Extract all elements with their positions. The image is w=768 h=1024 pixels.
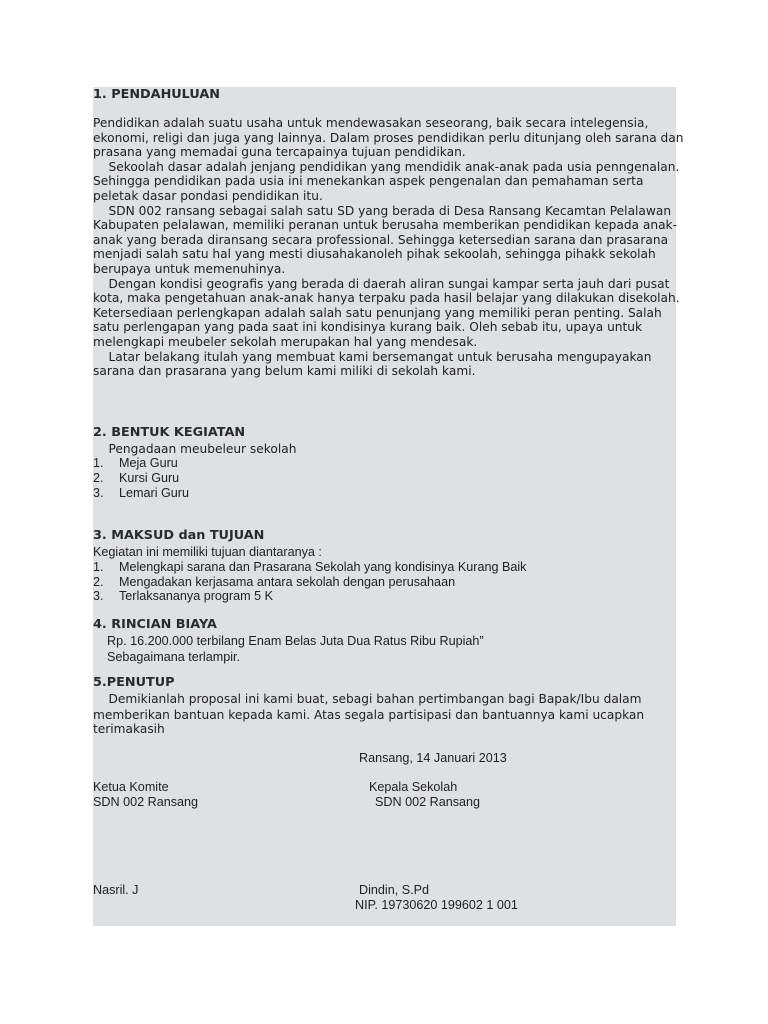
body-line: prasana yang memadai guna tercapainya tujuan pendidikan.: [93, 145, 466, 160]
body-line: ekonomi, religi dan juga yang lainnya. Dalam proses pendidikan perlu ditunjang oleh sarana dan: [93, 130, 684, 145]
section-heading-maksud-tujuan: 3. MAKSUD dan TUJUAN: [93, 528, 265, 543]
body-line: menjadi salah satu hal yang mesti diusahakanoleh pihak sekoolah, sehingga pihakk sekolah: [93, 247, 656, 262]
body-line: Ketersediaan perlengkapan adalah salah satu penunjang yang memiliki peran penting. Salah: [93, 305, 662, 320]
body-line: Pendidikan adalah suatu usaha untuk mendewasakan seseorang, baik secara intelegensia,: [93, 116, 649, 130]
budget-note: Sebagaimana terlampir.: [93, 650, 241, 664]
section-heading-pendahuluan: 1. PENDAHULUAN: [93, 87, 220, 102]
body-line: Demikianlah proposal ini kami buat, sebagi bahan pertimbangan bagi Bapak/Ibu dalam: [93, 692, 642, 706]
section-body-pendahuluan: [93, 116, 684, 379]
list-item-number: 3.: [93, 589, 104, 603]
list-item-number: 1.: [93, 456, 104, 470]
body-line: anak yang berada diransang secara professional. Sehingga ketersedian sarana dan prasarana: [93, 232, 669, 247]
left-signatory-name: Nasril. J: [93, 883, 139, 897]
body-line: Dengan kondisi geografis yang berada di daerah aliran sungai kampar serta jauh dari pusat: [93, 276, 670, 291]
body-line: kota, maka pengetahuan anak-anak hanya terpaku pada hasil belajar yang dilakukan disekolah.: [93, 291, 680, 306]
list-item: Lemari Guru: [119, 486, 189, 500]
body-line: terimakasih: [93, 722, 165, 736]
body-line: berupaya untuk memenuhinya.: [93, 261, 286, 276]
list-item-number: 1.: [93, 560, 104, 574]
body-line: Sekoolah dasar adalah jenjang pendidikan yang mendidik anak-anak pada usia penngenalan.: [93, 159, 680, 174]
left-signatory-title: Ketua Komite: [93, 780, 169, 794]
section-heading-penutup: 5.PENUTUP: [93, 675, 175, 690]
section-heading-bentuk-kegiatan: 2. BENTUK KEGIATAN: [93, 425, 246, 440]
list-item-number: 3.: [93, 486, 104, 500]
list-item-number: 2.: [93, 575, 104, 589]
right-signatory-nip: NIP. 19730620 199602 1 001: [355, 898, 518, 912]
budget-amount: Rp. 16.200.000 terbilang Enam Belas Juta Dua Ratus Ribu Rupiah”: [93, 634, 484, 648]
body-line: peletak dasar pondasi pendidikan itu.: [93, 188, 323, 203]
list-item: Kursi Guru: [119, 471, 180, 485]
right-signatory-org: SDN 002 Ransang: [375, 795, 481, 809]
right-signatory-title: Kepala Sekolah: [369, 780, 458, 794]
body-line: sarana dan prasarana yang belum kami miliki di sekolah kami.: [93, 364, 476, 379]
place-date: Ransang, 14 Januari 2013: [359, 751, 507, 765]
list-item: Meja Guru: [119, 456, 178, 470]
section-intro: Kegiatan ini memiliki tujuan diantaranya :: [93, 545, 322, 559]
right-signatory-name: Dindin, S.Pd: [359, 883, 430, 897]
list-item: Terlaksananya program 5 K: [119, 589, 274, 603]
body-line: Sehingga pendidikan pada usia ini menekankan aspek pengenalan dan pemahaman serta: [93, 174, 644, 189]
body-line: Kabupaten pelalawan, memiliki peranan untuk berusaha memberikan pendidikan kepada anak-: [93, 218, 678, 233]
left-signatory-org: SDN 002 Ransang: [93, 795, 199, 809]
body-line: melengkapi meubeler sekolah merupakan hal yang mendesak.: [93, 334, 478, 349]
body-line: satu perlengapan yang pada saat ini kondisinya kurang baik. Oleh sebab itu, upaya untuk: [93, 320, 643, 335]
body-line: memberikan bantuan kepada kami. Atas segala partisipasi dan bantuannya kami ucapkan: [93, 708, 645, 722]
list-item: Mengadakan kerjasama antara sekolah dengan perusahaan: [119, 575, 456, 589]
list-item-number: 2.: [93, 471, 104, 485]
section-intro: Pengadaan meubeleur sekolah: [93, 442, 297, 456]
body-line: SDN 002 ransang sebagai salah satu SD yang berada di Desa Ransang Kecamtan Pelalawan: [93, 203, 672, 218]
section-heading-rincian-biaya: 4. RINCIAN BIAYA: [93, 617, 217, 632]
list-item: Melengkapi sarana dan Prasarana Sekolah yang kondisinya Kurang Baik: [119, 560, 527, 574]
body-line: Latar belakang itulah yang membuat kami bersemangat untuk berusaha mengupayakan: [93, 349, 652, 364]
